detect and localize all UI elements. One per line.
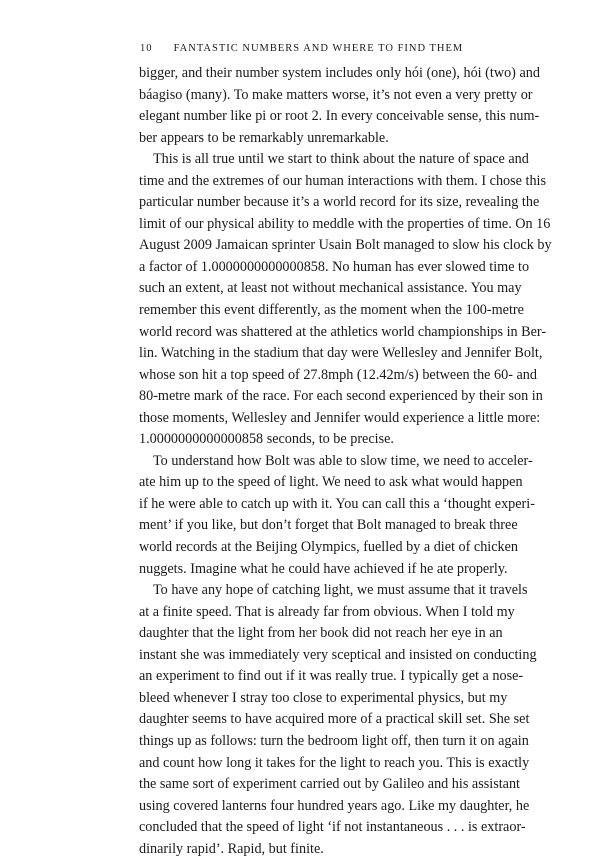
paragraph: [139, 451, 535, 580]
text-line: such an extent, at least not without mechanical assistance. You may: [139, 280, 522, 297]
text-line: limit of our physical ability to meddle with the properties of time. On 16: [139, 215, 551, 232]
text-line: using covered lanterns four hundred years ago. Like my daughter, he: [139, 797, 530, 814]
text-line: world records at the Beijing Olympics, fuelled by a diet of chicken: [139, 539, 519, 556]
text-line: world record was shattered at the athletics world championships in Ber-: [139, 323, 547, 340]
text-line: ber appears to be remarkably unremarkable.: [139, 129, 389, 146]
text-line: a factor of 1.0000000000000858. No human has ever slowed time to: [139, 258, 530, 275]
text-line: daughter that the light from her book did not reach her eye in an: [139, 625, 503, 642]
text-line: time and the extremes of our human interactions with them. I chose this: [139, 172, 546, 189]
text-line: bleed whenever I stray too close to experimental physics, but my: [139, 689, 508, 706]
text-line: ate him up to the speed of light. We need to ask what would happen: [139, 474, 523, 491]
text-line: if he were able to catch up with it. You can call this a ‘thought experi-: [139, 495, 535, 512]
text-line: at a finite speed. That is already far from obvious. When I told my: [139, 603, 515, 620]
text-line: concluded that the speed of light ‘if not instantaneous . . . is extraor-: [139, 819, 526, 836]
text-line: and count how long it takes for the light to reach you. This is exactly: [139, 754, 530, 771]
text-line: To understand how Bolt was able to slow time, we need to acceler-: [153, 452, 533, 469]
text-line: those moments, Wellesley and Jennifer would experience a little more:: [139, 409, 541, 426]
paragraph: [139, 63, 540, 149]
text-line: instant she was immediately very sceptical and insisted on conducting: [139, 646, 537, 663]
running-head: [140, 40, 480, 58]
text-line: remember this event differently, as the moment when the 100-metre: [139, 302, 524, 319]
text-line: 80-metre mark of the race. For each second experienced by their son in: [139, 388, 543, 405]
text-line: bigger, and their number system includes only hói (one), hói (two) and: [139, 65, 540, 81]
text-line: an experiment to find out if it was really true. I typically get a nose-: [139, 668, 524, 685]
text-line: daughter seems to have acquired more of a practical skill set. She set: [139, 711, 530, 728]
text-line: the same sort of experiment carried out by Galileo and his assistant: [139, 776, 520, 793]
paragraph: [139, 149, 552, 451]
text-line: 1.0000000000000858 seconds, to be precise.: [139, 431, 394, 448]
text-line: whose son hit a top speed of 27.8mph (12.42m/s) between the 60- and: [139, 366, 537, 383]
text-line: ment’ if you like, but don’t forget that Bolt managed to break three: [139, 517, 518, 534]
book-title: FANTASTIC NUMBERS AND WHERE TO FIND THEM: [173, 43, 464, 54]
text-line: lin. Watching in the stadium that day were Wellesley and Jennifer Bolt,: [139, 345, 543, 362]
paragraph: [139, 580, 537, 860]
text-line: elegant number like pi or root 2. In every conceivable sense, this num-: [139, 108, 540, 125]
text-line: báagiso (many). To make matters worse, it’s not even a very pretty or: [139, 86, 533, 103]
text-line: nuggets. Imagine what he could have achieved if he ate properly.: [139, 560, 508, 577]
body-text: [139, 63, 552, 860]
text-line: dinarily rapid’. Rapid, but finite.: [139, 840, 324, 857]
text-line: particular number because it’s a world record for its size, revealing the: [139, 194, 540, 211]
text-line: August 2009 Jamaican sprinter Usain Bolt managed to slow his clock by: [139, 237, 552, 254]
text-line: things up as follows: turn the bedroom light off, then turn it on again: [139, 732, 529, 749]
text-line: To have any hope of catching light, we must assume that it travels: [153, 582, 528, 599]
text-line: This is all true until we start to think about the nature of space and: [153, 151, 529, 168]
page-number: 10: [140, 43, 153, 54]
